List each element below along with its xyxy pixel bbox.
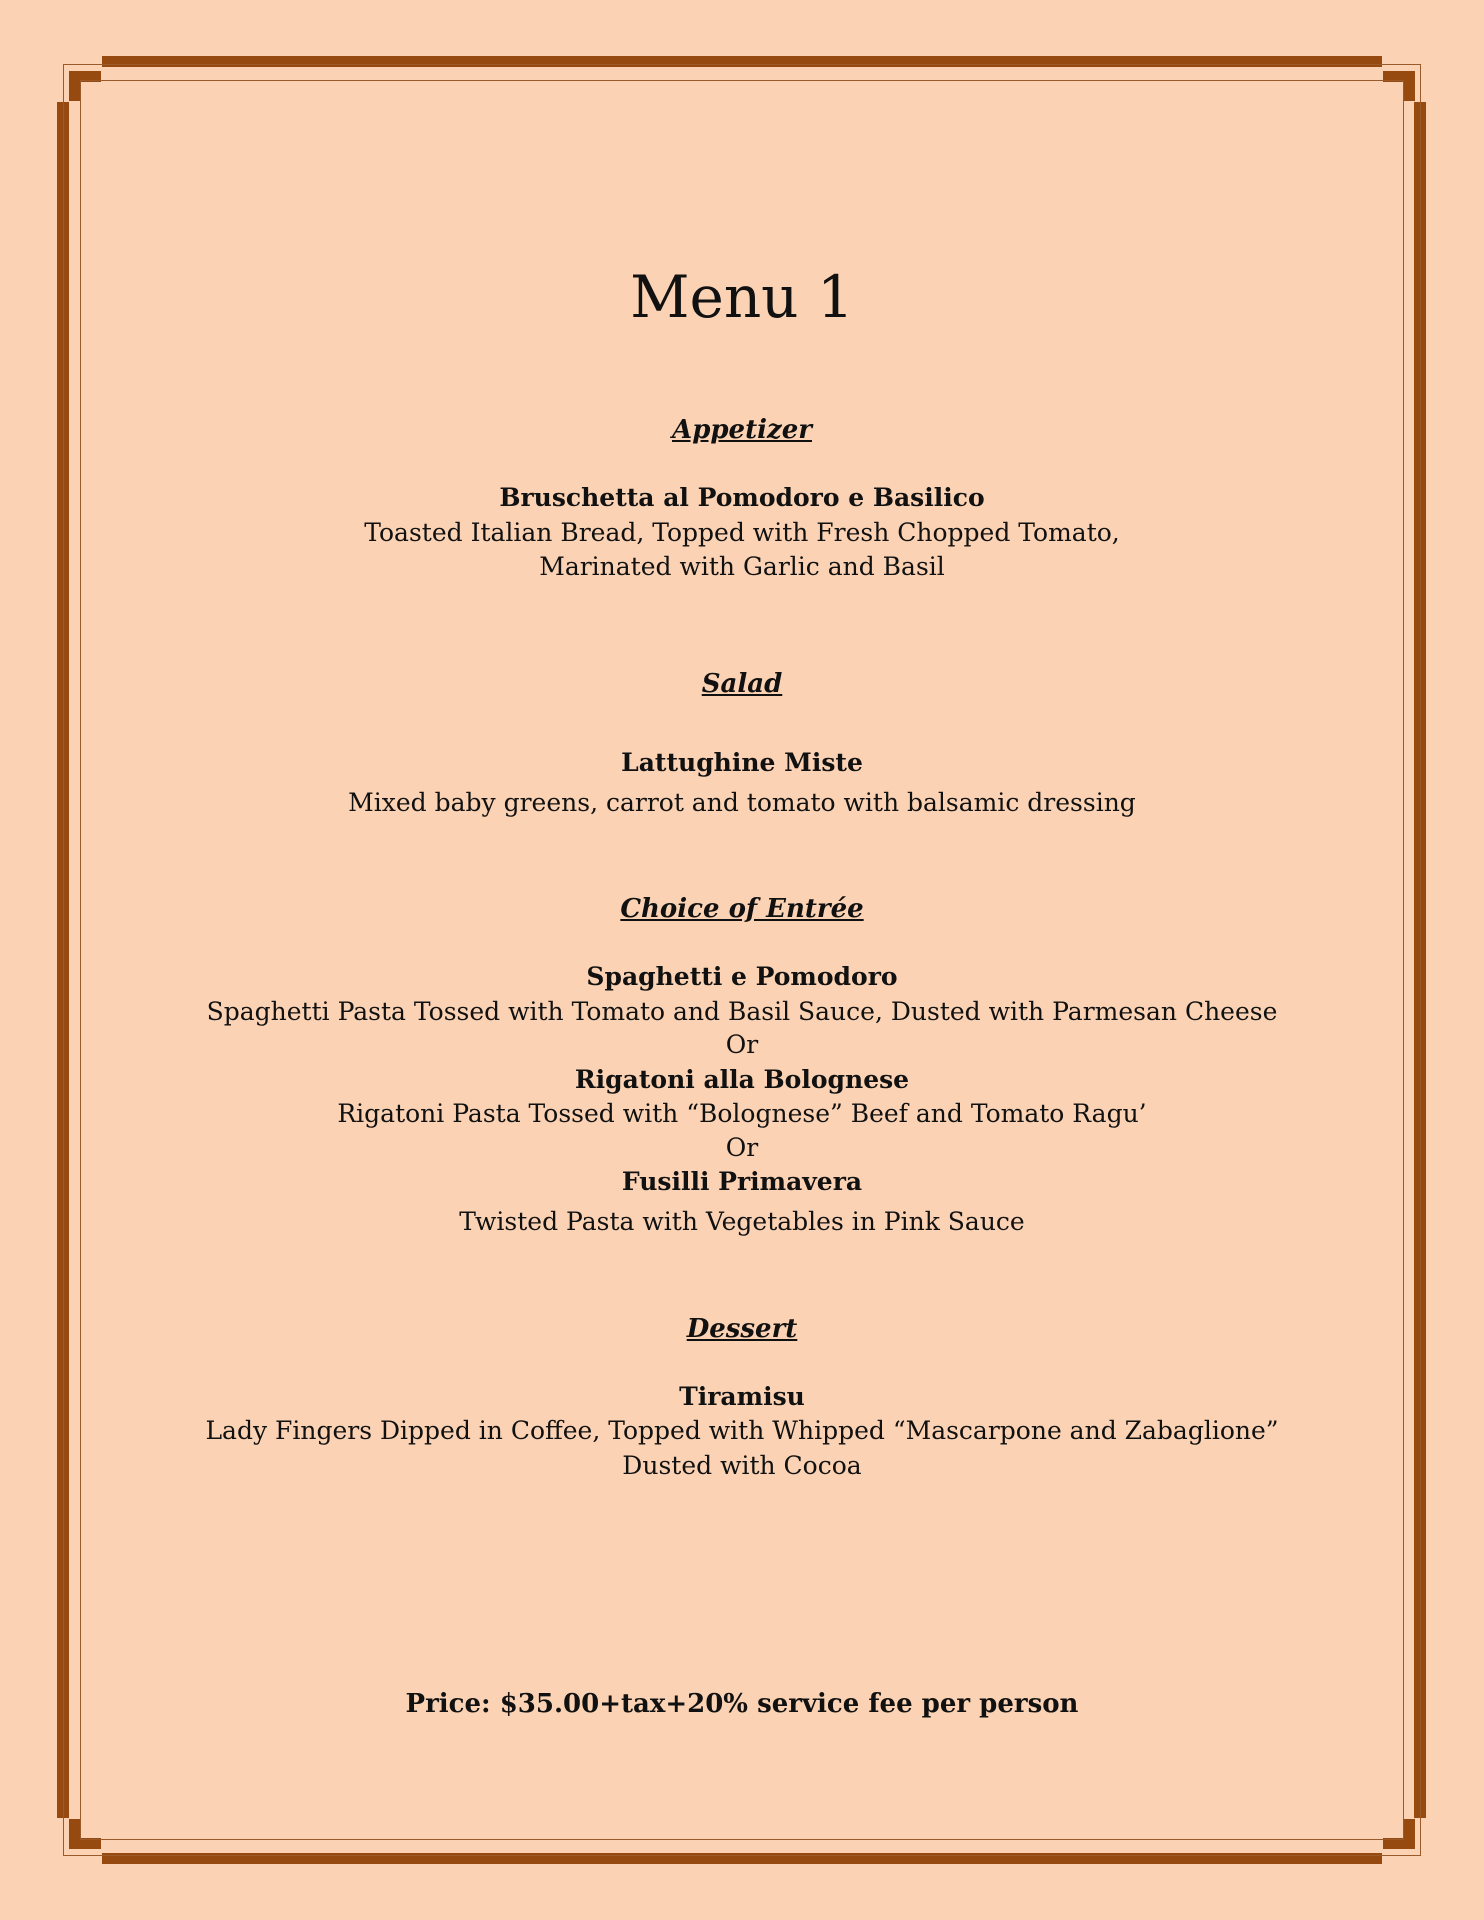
dish-name-fusilli: Fusilli Primavera [621,1167,863,1196]
price-line: Price: $35.00+tax+20% service fee per person [405,1689,1079,1719]
dish-description: Dusted with Cocoa [622,1451,862,1480]
or-separator: Or [725,1133,759,1162]
dish-name-rigatoni: Rigatoni alla Bolognese [574,1065,910,1094]
dish-description: Spaghetti Pasta Tossed with Tomato and Basil Sauce, Dusted with Parmesan Cheese [206,997,1278,1026]
dish-description: Rigatoni Pasta Tossed with “Bolognese” Beef and Tomato Ragu’ [337,1099,1147,1128]
dish-description: Marinated with Garlic and Basil [539,552,945,581]
dish-name-tiramisu: Tiramisu [679,1382,805,1411]
or-separator: Or [725,1030,759,1059]
section-heading-entree: Choice of Entrée [620,894,864,924]
dish-description: Twisted Pasta with Vegetables in Pink Sauce [459,1207,1025,1236]
dish-name-bruschetta: Bruschetta al Pomodoro e Basilico [499,483,985,512]
page-title: Menu 1 [630,263,854,331]
section-heading-appetizer: Appetizer [672,415,812,445]
dish-description: Lady Fingers Dipped in Coffee, Topped with Whipped “Mascarpone and Zabaglione” [205,1416,1279,1445]
section-heading-dessert: Dessert [686,1314,798,1344]
dish-description: Mixed baby greens, carrot and tomato with balsamic dressing [348,788,1136,817]
dish-name-lattughine: Lattughine Miste [621,748,863,777]
dish-description: Toasted Italian Bread, Topped with Fresh Chopped Tomato, [364,518,1120,547]
section-heading-salad: Salad [701,669,783,699]
dish-name-spaghetti: Spaghetti e Pomodoro [586,962,898,991]
